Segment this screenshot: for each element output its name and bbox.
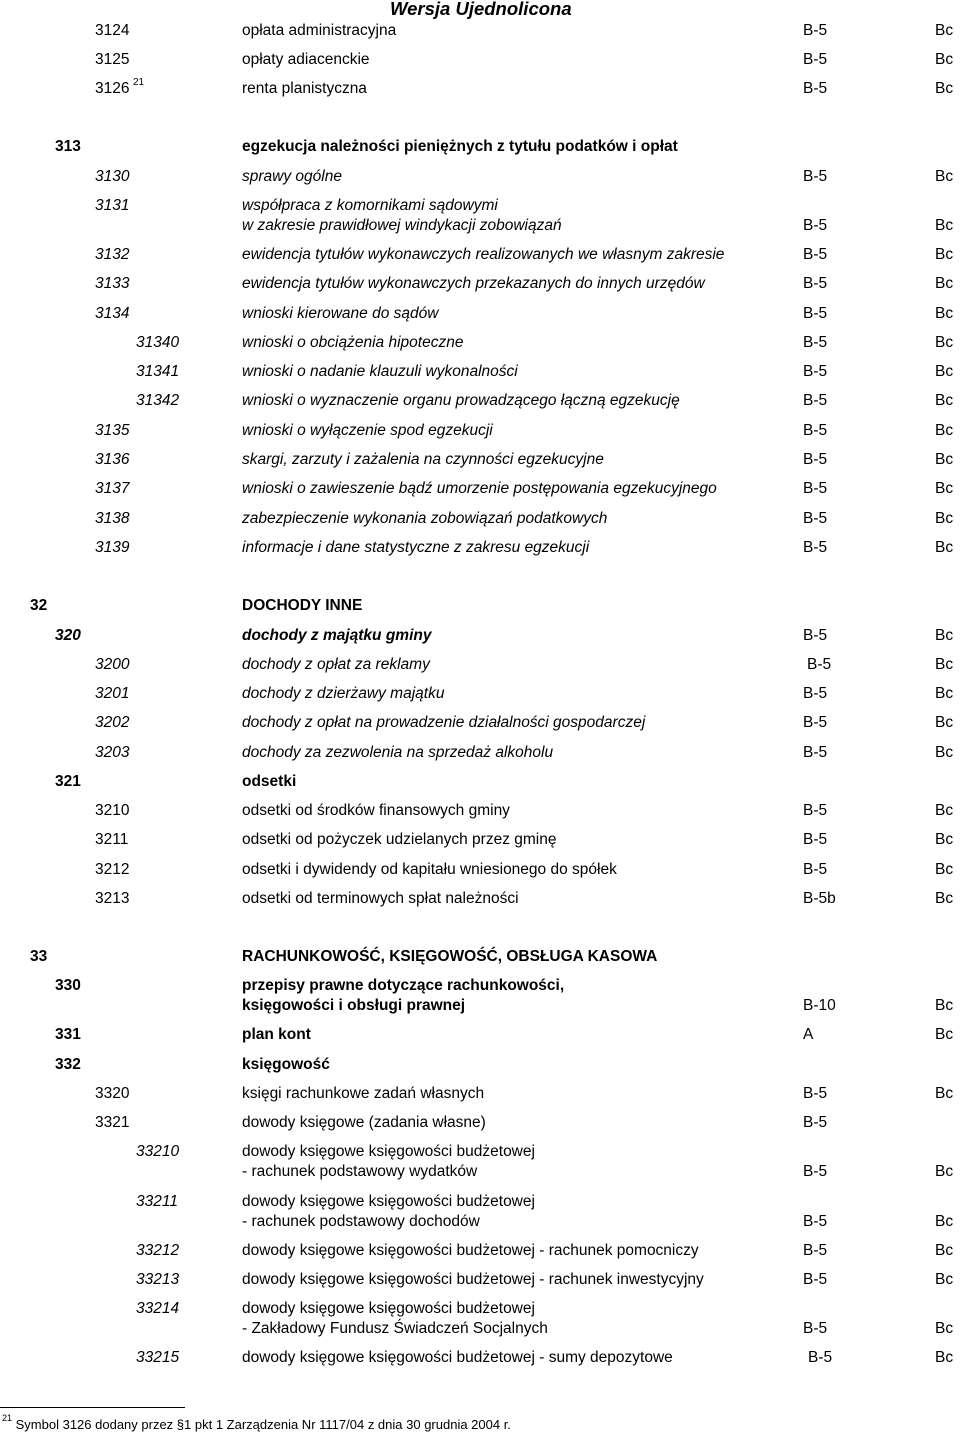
archive-category: B-5 xyxy=(803,627,828,644)
copy-category: Bc xyxy=(935,305,954,322)
list-row xyxy=(0,1349,960,1369)
row-code: 3136 xyxy=(95,451,130,468)
row-code: 3210 xyxy=(95,802,130,819)
row-code: 3211 xyxy=(95,831,129,848)
archive-category: B-5 xyxy=(803,422,828,439)
copy-category: Bc xyxy=(935,1026,954,1043)
list-row xyxy=(0,510,960,530)
row-code: 3139 xyxy=(95,539,130,556)
list-row xyxy=(0,1143,960,1180)
row-code: 3202 xyxy=(95,714,130,731)
copy-category: Bc xyxy=(935,744,954,761)
row-code: 31342 xyxy=(136,392,180,409)
row-code: 3125 xyxy=(95,51,130,68)
row-description: dowody księgowe księgowości budżetowej xyxy=(242,1300,535,1317)
row-code: 3133 xyxy=(95,275,130,292)
row-description: dowody księgowe księgowości budżetowej xyxy=(242,1143,535,1160)
row-description: dowody księgowe (zadania własne) xyxy=(242,1114,486,1131)
footnote-divider xyxy=(0,1407,185,1408)
row-code: 3201 xyxy=(95,685,130,702)
list-row xyxy=(0,1300,960,1337)
list-row xyxy=(0,275,960,295)
archive-category: B-5 xyxy=(803,1242,828,1259)
archive-category: B-5 xyxy=(803,1213,828,1230)
list-row xyxy=(0,597,960,617)
row-code: 313 xyxy=(55,138,81,155)
row-description: DOCHODY INNE xyxy=(242,597,363,614)
list-row xyxy=(0,392,960,412)
row-description: dochody z dzierżawy majątku xyxy=(242,685,445,702)
list-row xyxy=(0,714,960,734)
copy-category: Bc xyxy=(935,802,954,819)
archive-category: B-5 xyxy=(803,334,828,351)
row-description: wnioski o zawieszenie bądź umorzenie postępowania egzekucyjnego xyxy=(242,480,717,497)
archive-category: B-5 xyxy=(803,714,828,731)
list-row xyxy=(0,305,960,325)
list-row xyxy=(0,77,960,100)
archive-category: B-5 xyxy=(803,510,828,527)
row-description: egzekucja należności pieniężnych z tytułu podatków i opłat xyxy=(242,138,678,155)
row-code: 321 xyxy=(55,773,81,790)
archive-category: B-5 xyxy=(803,1271,828,1288)
copy-category: Bc xyxy=(935,334,954,351)
copy-category: Bc xyxy=(935,685,954,702)
archive-category: B-10 xyxy=(803,997,836,1014)
row-code: 3138 xyxy=(95,510,130,527)
list-row xyxy=(0,1085,960,1105)
archive-category: B-5 xyxy=(803,1320,828,1337)
archive-category: B-5 xyxy=(803,831,828,848)
archive-category: B-5 xyxy=(803,392,828,409)
footnote-mark: 21 xyxy=(2,1413,13,1423)
row-description: dowody księgowe księgowości budżetowej - sumy depozytowe xyxy=(242,1349,673,1366)
footnote-ref-wrap xyxy=(133,77,145,98)
copy-category: Bc xyxy=(935,831,954,848)
row-code: 3124 xyxy=(95,22,130,39)
list-row xyxy=(0,480,960,500)
row-description: przepisy prawne dotyczące rachunkowości, xyxy=(242,977,565,994)
list-row xyxy=(0,656,960,676)
copy-category: Bc xyxy=(935,80,954,97)
row-description: współpraca z komornikami sądowymi xyxy=(242,197,498,214)
row-code: 3130 xyxy=(95,168,130,185)
list-row xyxy=(0,685,960,705)
copy-category: Bc xyxy=(935,246,954,263)
row-description: wnioski o wyznaczenie organu prowadzącego łączną egzekucję xyxy=(242,392,680,409)
copy-category: Bc xyxy=(935,539,954,556)
row-description: księgowość xyxy=(242,1056,330,1073)
row-description-line2: księgowości i obsługi prawnej xyxy=(242,997,466,1014)
copy-category: Bc xyxy=(935,1320,954,1337)
archive-category: B-5 xyxy=(803,1085,828,1102)
footnote-ref: 21 xyxy=(133,77,145,88)
list-row xyxy=(0,1193,960,1230)
row-description: dowody księgowe księgowości budżetowej xyxy=(242,1193,535,1210)
copy-category: Bc xyxy=(935,392,954,409)
list-row xyxy=(0,1242,960,1262)
row-code: 33212 xyxy=(136,1242,180,1259)
row-description: dochody z opłat na prowadzenie działalności gospodarczej xyxy=(242,714,646,731)
archive-category: B-5 xyxy=(808,1349,833,1366)
row-code: 330 xyxy=(55,977,81,994)
row-code: 3321 xyxy=(95,1114,130,1131)
archive-category: B-5 xyxy=(803,480,828,497)
copy-category: Bc xyxy=(935,656,954,673)
row-code: 3126 xyxy=(95,80,130,97)
row-description: ewidencja tytułów wykonawczych przekazanych do innych urzędów xyxy=(242,275,705,292)
row-code: 31341 xyxy=(136,363,180,380)
archive-category: B-5 xyxy=(803,168,828,185)
copy-category: Bc xyxy=(935,480,954,497)
archive-category: B-5 xyxy=(803,80,828,97)
copy-category: Bc xyxy=(935,22,954,39)
row-description: odsetki od środków finansowych gminy xyxy=(242,802,510,819)
archive-category: B-5 xyxy=(803,451,828,468)
row-description: księgi rachunkowe zadań własnych xyxy=(242,1085,485,1102)
copy-category: Bc xyxy=(935,510,954,527)
list-row xyxy=(0,138,960,158)
row-code: 332 xyxy=(55,1056,81,1073)
row-description: informacje i dane statystyczne z zakresu egzekucji xyxy=(242,539,590,556)
row-code: 3131 xyxy=(95,197,130,214)
list-row xyxy=(0,773,960,793)
list-row xyxy=(0,197,960,234)
list-row xyxy=(0,1056,960,1076)
list-row xyxy=(0,334,960,354)
list-row xyxy=(0,744,960,764)
archive-category: B-5 xyxy=(803,1114,828,1131)
copy-category: Bc xyxy=(935,890,954,907)
archive-category: B-5 xyxy=(803,1163,828,1180)
copy-category: Bc xyxy=(935,451,954,468)
archive-category: B-5 xyxy=(803,217,828,234)
row-code: 3134 xyxy=(95,305,130,322)
list-row xyxy=(0,451,960,471)
copy-category: Bc xyxy=(935,714,954,731)
row-description: dowody księgowe księgowości budżetowej - rachunek pomocniczy xyxy=(242,1242,699,1259)
copy-category: Bc xyxy=(935,1213,954,1230)
archive-category: B-5 xyxy=(803,22,828,39)
row-description-line2: - rachunek podstawowy dochodów xyxy=(242,1213,480,1230)
archive-category: B-5 xyxy=(803,363,828,380)
copy-category: Bc xyxy=(935,1163,954,1180)
row-code: 33213 xyxy=(136,1271,180,1288)
row-code: 33 xyxy=(30,948,48,965)
archive-category: B-5 xyxy=(803,802,828,819)
archive-category: B-5 xyxy=(803,744,828,761)
row-description: odsetki od pożyczek udzielanych przez gminę xyxy=(242,831,557,848)
row-description: dochody z opłat za reklamy xyxy=(242,656,430,673)
row-description: RACHUNKOWOŚĆ, KSIĘGOWOŚĆ, OBSŁUGA KASOWA xyxy=(242,948,658,965)
row-code: 3212 xyxy=(95,861,130,878)
list-row xyxy=(0,1114,960,1134)
row-description: wnioski kierowane do sądów xyxy=(242,305,439,322)
row-description: plan kont xyxy=(242,1026,311,1043)
row-description: sprawy ogólne xyxy=(242,168,342,185)
row-description: wnioski o wyłączenie spod egzekucji xyxy=(242,422,493,439)
list-row xyxy=(0,539,960,559)
copy-category: Bc xyxy=(935,627,954,644)
archive-category: B-5 xyxy=(803,539,828,556)
row-description: opłata administracyjna xyxy=(242,22,397,39)
list-row xyxy=(0,246,960,266)
row-description: dochody za zezwolenia na sprzedaż alkoholu xyxy=(242,744,554,761)
row-code: 33210 xyxy=(136,1143,180,1160)
row-description: skargi, zarzuty i zażalenia na czynności egzekucyjne xyxy=(242,451,604,468)
row-description-line2: - rachunek podstawowy wydatków xyxy=(242,1163,478,1180)
row-code: 331 xyxy=(55,1026,81,1043)
row-description: opłaty adiacenckie xyxy=(242,51,370,68)
list-row xyxy=(0,363,960,383)
list-row xyxy=(0,977,960,1014)
row-description: odsetki i dywidendy od kapitału wniesionego do spółek xyxy=(242,861,617,878)
copy-category: Bc xyxy=(935,1085,954,1102)
list-row xyxy=(0,422,960,442)
copy-category: Bc xyxy=(935,1242,954,1259)
row-code: 33214 xyxy=(136,1300,180,1317)
archive-category: B-5 xyxy=(803,51,828,68)
row-description: odsetki xyxy=(242,773,297,790)
row-code: 3132 xyxy=(95,246,130,263)
row-description: wnioski o nadanie klauzuli wykonalności xyxy=(242,363,518,380)
row-code: 3137 xyxy=(95,480,130,497)
row-description: dochody z majątku gminy xyxy=(242,627,432,644)
row-code: 3203 xyxy=(95,744,130,761)
row-description: wnioski o obciążenia hipoteczne xyxy=(242,334,464,351)
archive-category: B-5 xyxy=(803,305,828,322)
copy-category: Bc xyxy=(935,51,954,68)
list-row xyxy=(0,627,960,647)
document-header: Wersja Ujednolicona xyxy=(390,0,572,19)
row-code: 33215 xyxy=(136,1349,180,1366)
archive-category: B-5 xyxy=(803,246,828,263)
list-row xyxy=(0,168,960,188)
archive-category: B-5b xyxy=(803,890,836,907)
row-code: 3320 xyxy=(95,1085,130,1102)
list-row xyxy=(0,1026,960,1046)
list-row xyxy=(0,51,960,71)
row-description: zabezpieczenie wykonania zobowiązań podatkowych xyxy=(242,510,608,527)
row-code: 3135 xyxy=(95,422,130,439)
row-description-line2: - Zakładowy Fundusz Świadczeń Socjalnych xyxy=(242,1320,548,1337)
copy-category: Bc xyxy=(935,861,954,878)
copy-category: Bc xyxy=(935,275,954,292)
row-description: ewidencja tytułów wykonawczych realizowanych we własnym zakresie xyxy=(242,246,725,263)
list-row xyxy=(0,948,960,968)
copy-category: Bc xyxy=(935,422,954,439)
copy-category: Bc xyxy=(935,217,954,234)
footnote xyxy=(2,1413,511,1432)
footnote-text: Symbol 3126 dodany przez §1 pkt 1 Zarządzenia Nr 1117/04 z dnia 30 grudnia 2004 r. xyxy=(15,1417,511,1432)
archive-category: B-5 xyxy=(803,685,828,702)
copy-category: Bc xyxy=(935,363,954,380)
archive-category: A xyxy=(803,1026,814,1043)
copy-category: Bc xyxy=(935,997,954,1014)
row-description-line2: w zakresie prawidłowej windykacji zobowiązań xyxy=(242,217,562,234)
row-code: 33211 xyxy=(136,1193,178,1210)
copy-category: Bc xyxy=(935,1271,954,1288)
row-code: 32 xyxy=(30,597,48,614)
row-code: 31340 xyxy=(136,334,180,351)
copy-category: Bc xyxy=(935,1349,954,1366)
row-description: odsetki od terminowych spłat należności xyxy=(242,890,519,907)
row-code: 3200 xyxy=(95,656,130,673)
row-description: dowody księgowe księgowości budżetowej - rachunek inwestycyjny xyxy=(242,1271,704,1288)
list-row xyxy=(0,831,960,851)
archive-category: B-5 xyxy=(803,861,828,878)
list-row xyxy=(0,22,960,42)
list-row xyxy=(0,1271,960,1291)
list-row xyxy=(0,861,960,881)
row-code: 3213 xyxy=(95,890,130,907)
archive-category: B-5 xyxy=(807,656,832,673)
archive-category: B-5 xyxy=(803,275,828,292)
list-row xyxy=(0,890,960,910)
row-code: 320 xyxy=(55,627,81,644)
list-row xyxy=(0,802,960,822)
row-description: renta planistyczna xyxy=(242,80,367,97)
copy-category: Bc xyxy=(935,168,954,185)
